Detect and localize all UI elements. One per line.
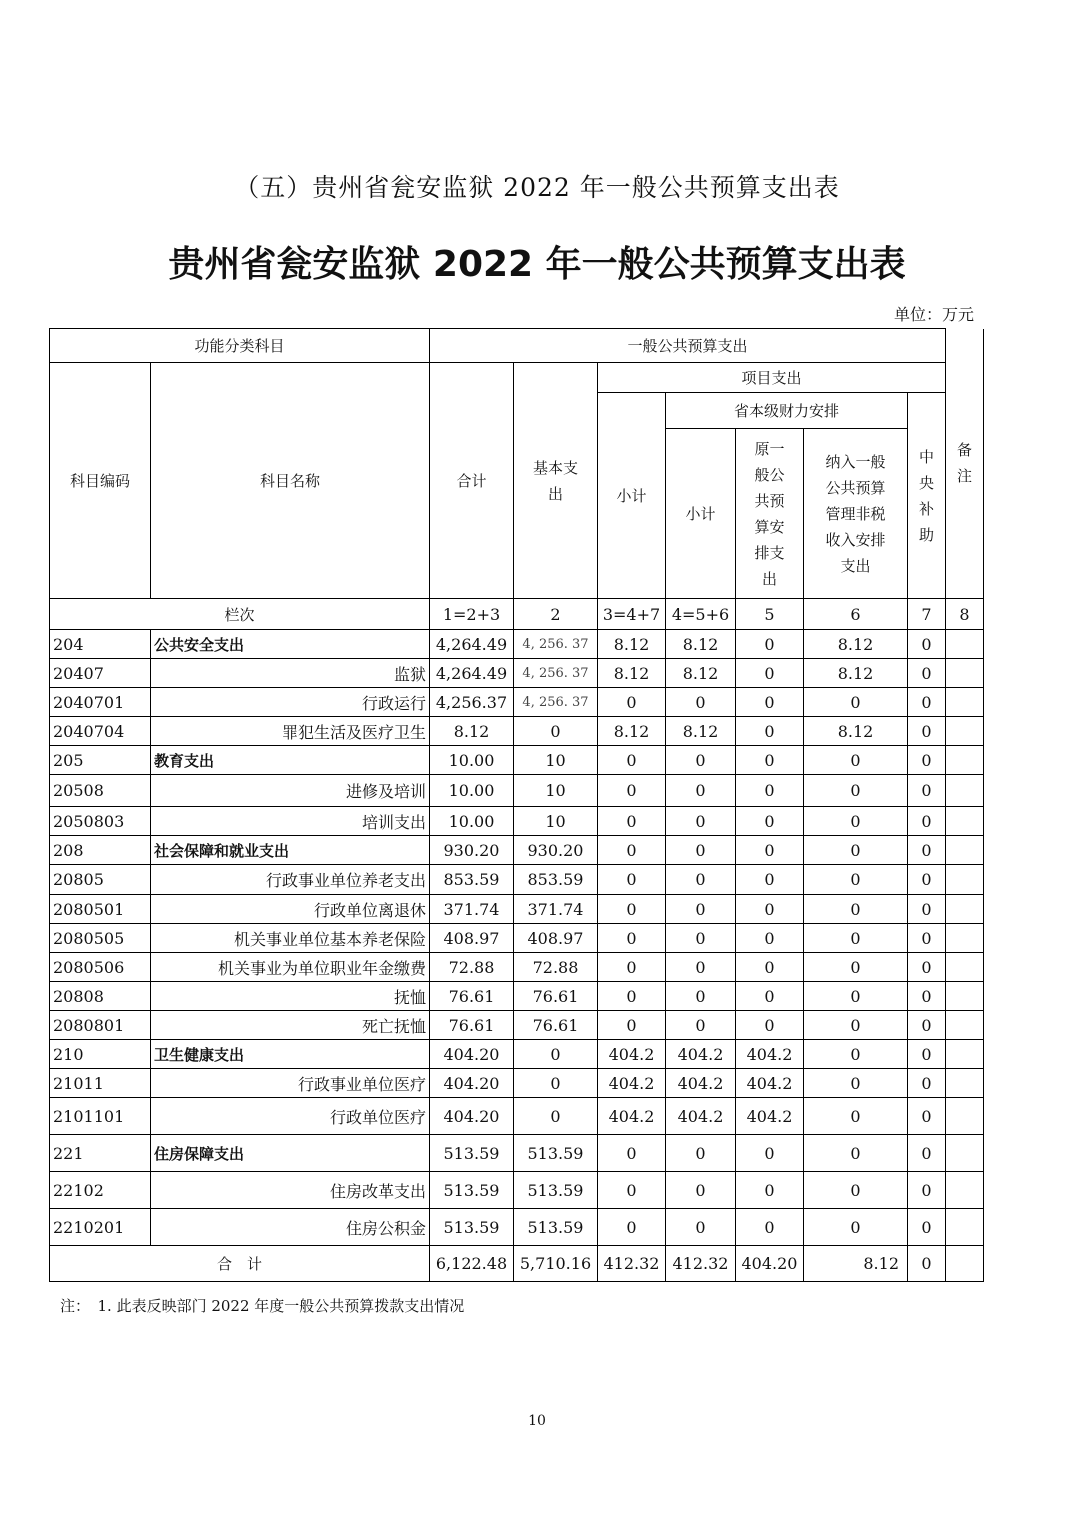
remarks-cell [946,982,984,1011]
nontax-cell: 0 [804,836,908,865]
nontax-cell: 0 [804,807,908,836]
orig-cell: 0 [736,659,804,688]
grand-total-label: 合 计 [50,1246,430,1282]
total-cell: 404.20 [430,1040,514,1069]
sub-cell: 0 [598,1011,666,1040]
central-cell: 0 [908,1135,946,1172]
subject-code-cell: 21011 [50,1069,151,1098]
basic-cell: 371.74 [514,895,598,924]
footnote: 注： 1. 此表反映部门 2022 年度一般公共预算拨款支出情况 [60,1297,465,1315]
nontax-cell: 0 [804,1040,908,1069]
orig-cell: 0 [736,895,804,924]
table-row [50,630,984,659]
remarks-cell [946,1011,984,1040]
sub2-cell: 0 [666,1135,736,1172]
header-subtotal-2: 小计 [666,429,736,599]
subject-name-cell: 行政运行 [151,688,430,717]
column-index: 3=4+7 [598,599,666,630]
remarks-cell [946,807,984,836]
remarks-cell [946,1098,984,1135]
column-index: 8 [946,599,984,630]
sub2-cell: 0 [666,688,736,717]
nontax-cell: 0 [804,953,908,982]
total-cell: 930.20 [430,836,514,865]
sub2-cell: 404.2 [666,1069,736,1098]
subject-name-cell: 住房保障支出 [151,1135,430,1172]
total-cell: 404.20 [430,1069,514,1098]
subject-name-cell: 行政单位医疗 [151,1098,430,1135]
total-cell: 4,264.49 [430,630,514,659]
table-row [50,807,984,836]
table-row [50,895,984,924]
remarks-cell [946,775,984,807]
basic-cell: 0 [514,717,598,746]
basic-cell: 930.20 [514,836,598,865]
total-cell: 404.20 [430,1098,514,1135]
column-index: 2 [514,599,598,630]
nontax-cell: 0 [804,865,908,895]
table-row [50,1209,984,1246]
nontax-cell: 8.12 [804,630,908,659]
orig-cell: 404.2 [736,1069,804,1098]
total-cell: 4,256.37 [430,688,514,717]
unit-label: 单位：万元 [893,305,974,324]
remarks-cell [946,1209,984,1246]
subject-code-cell: 221 [50,1135,151,1172]
subject-name-cell: 行政单位离退休 [151,895,430,924]
remarks-cell [946,746,984,775]
total-cell: 513.59 [430,1135,514,1172]
header-functional-category: 功能分类科目 [50,329,430,363]
basic-cell: 10 [514,746,598,775]
subject-code-cell: 2210201 [50,1209,151,1246]
central-cell: 0 [908,630,946,659]
remarks-cell [946,688,984,717]
orig-cell: 404.2 [736,1098,804,1135]
budget-table [49,328,984,1282]
basic-cell: 513.59 [514,1135,598,1172]
sub2-cell: 0 [666,775,736,807]
total-cell: 8.12 [430,717,514,746]
basic-cell: 408.97 [514,924,598,953]
remarks-cell [946,836,984,865]
sub2-cell: 0 [666,836,736,865]
sub2-cell: 0 [666,982,736,1011]
basic-cell: 513.59 [514,1172,598,1209]
sub-cell: 0 [598,688,666,717]
sub-cell: 0 [598,924,666,953]
basic-cell: 76.61 [514,1011,598,1040]
orig-cell: 0 [736,807,804,836]
remarks-cell [946,1040,984,1069]
central-cell: 0 [908,807,946,836]
column-index: 4=5+6 [666,599,736,630]
subject-code-cell: 2101101 [50,1098,151,1135]
central-cell: 0 [908,895,946,924]
sub2-cell: 0 [666,865,736,895]
table-row [50,836,984,865]
basic-cell: 10 [514,775,598,807]
header-subject-name: 科目名称 [151,363,430,599]
orig-cell: 0 [736,836,804,865]
subject-code-cell: 20407 [50,659,151,688]
nontax-cell: 8.12 [804,717,908,746]
central-cell: 0 [908,1040,946,1069]
page-number: 10 [528,1413,546,1429]
grand-total-non-tax: 8.12 [804,1246,908,1282]
total-cell: 513.59 [430,1209,514,1246]
total-cell: 10.00 [430,807,514,836]
central-cell: 0 [908,775,946,807]
sub2-cell: 0 [666,807,736,836]
basic-cell: 4, 256. 37 [514,659,598,688]
grand-total-basic: 5,710.16 [514,1246,598,1282]
central-cell: 0 [908,982,946,1011]
table-row [50,717,984,746]
table-row [50,1098,984,1135]
subject-code-cell: 20508 [50,775,151,807]
sub2-cell: 0 [666,953,736,982]
nontax-cell: 0 [804,1069,908,1098]
orig-cell: 0 [736,1209,804,1246]
remarks-cell [946,717,984,746]
central-cell: 0 [908,953,946,982]
subject-name-cell: 行政事业单位医疗 [151,1069,430,1098]
nontax-cell: 0 [804,895,908,924]
central-cell: 0 [908,1172,946,1209]
sub-cell: 0 [598,953,666,982]
nontax-cell: 0 [804,982,908,1011]
sub-cell: 0 [598,1209,666,1246]
subject-name-cell: 住房公积金 [151,1209,430,1246]
total-cell: 10.00 [430,746,514,775]
subject-name-cell: 行政事业单位养老支出 [151,865,430,895]
subject-name-cell: 机关事业为单位职业年金缴费 [151,953,430,982]
subject-name-cell: 培训支出 [151,807,430,836]
header-total: 合计 [430,363,514,599]
table-row [50,775,984,807]
total-cell: 72.88 [430,953,514,982]
central-cell: 0 [908,865,946,895]
orig-cell: 0 [736,1011,804,1040]
subject-code-cell: 20805 [50,865,151,895]
subject-name-cell: 教育支出 [151,746,430,775]
sub-cell: 8.12 [598,630,666,659]
orig-cell: 0 [736,717,804,746]
subject-code-cell: 20808 [50,982,151,1011]
subject-name-cell: 死亡抚恤 [151,1011,430,1040]
central-cell: 0 [908,836,946,865]
header-general-budget-expenditure: 一般公共预算支出 [430,329,946,363]
basic-cell: 0 [514,1040,598,1069]
remarks-cell [946,659,984,688]
header-central-subsidy: 中 央 补 助 [908,393,946,599]
subject-name-cell: 进修及培训 [151,775,430,807]
total-cell: 408.97 [430,924,514,953]
grand-total-subtotal-2: 412.32 [666,1246,736,1282]
orig-cell: 404.2 [736,1040,804,1069]
nontax-cell: 0 [804,688,908,717]
table-row [50,1135,984,1172]
basic-cell: 76.61 [514,982,598,1011]
header-subtotal: 小计 [598,393,666,599]
nontax-cell: 0 [804,1011,908,1040]
sub2-cell: 0 [666,924,736,953]
nontax-cell: 8.12 [804,659,908,688]
header-provincial-arrangement: 省本级财力安排 [666,393,908,429]
basic-cell: 10 [514,807,598,836]
subject-code-cell: 22102 [50,1172,151,1209]
central-cell: 0 [908,1098,946,1135]
remarks-cell [946,1172,984,1209]
column-index: 7 [908,599,946,630]
nontax-cell: 0 [804,1209,908,1246]
basic-cell: 72.88 [514,953,598,982]
sub2-cell: 404.2 [666,1040,736,1069]
sub2-cell: 0 [666,1209,736,1246]
grand-total-subtotal: 412.32 [598,1246,666,1282]
nontax-cell: 0 [804,1098,908,1135]
section-title: （五）贵州省瓮安监狱 2022 年一般公共预算支出表 [234,173,840,202]
sub2-cell: 0 [666,1172,736,1209]
header-subject-code: 科目编码 [50,363,151,599]
remarks-cell [946,924,984,953]
column-index: 1=2+3 [430,599,514,630]
subject-name-cell: 机关事业单位基本养老保险 [151,924,430,953]
remarks-cell [946,895,984,924]
total-cell: 513.59 [430,1172,514,1209]
sub-cell: 0 [598,1135,666,1172]
table-row [50,1172,984,1209]
sub2-cell: 8.12 [666,659,736,688]
orig-cell: 0 [736,924,804,953]
table-row [50,865,984,895]
sub-cell: 0 [598,982,666,1011]
table-row [50,1011,984,1040]
orig-cell: 0 [736,1135,804,1172]
sub-cell: 0 [598,775,666,807]
subject-code-cell: 205 [50,746,151,775]
table-row [50,659,984,688]
sub-cell: 8.12 [598,717,666,746]
table-row [50,1069,984,1098]
subject-name-cell: 监狱 [151,659,430,688]
subject-code-cell: 2080801 [50,1011,151,1040]
sub-cell: 0 [598,865,666,895]
sub2-cell: 8.12 [666,717,736,746]
grand-total-remarks [946,1246,984,1282]
sub-cell: 404.2 [598,1040,666,1069]
central-cell: 0 [908,659,946,688]
subject-name-cell: 住房改革支出 [151,1172,430,1209]
grand-total-original: 404.20 [736,1246,804,1282]
orig-cell: 0 [736,1172,804,1209]
sub-cell: 0 [598,746,666,775]
table-row [50,982,984,1011]
remarks-cell [946,953,984,982]
page-title: 贵州省瓮安监狱 2022 年一般公共预算支出表 [168,244,906,285]
orig-cell: 0 [736,982,804,1011]
subject-name-cell: 罪犯生活及医疗卫生 [151,717,430,746]
sub-cell: 8.12 [598,659,666,688]
remarks-cell [946,1135,984,1172]
nontax-cell: 0 [804,746,908,775]
column-index: 5 [736,599,804,630]
table-row [50,688,984,717]
grand-total-row [50,1246,984,1282]
nontax-cell: 0 [804,1172,908,1209]
central-cell: 0 [908,717,946,746]
basic-cell: 4, 256. 37 [514,630,598,659]
nontax-cell: 0 [804,924,908,953]
sub2-cell: 0 [666,746,736,775]
central-cell: 0 [908,746,946,775]
sub2-cell: 404.2 [666,1098,736,1135]
orig-cell: 0 [736,746,804,775]
basic-cell: 0 [514,1098,598,1135]
subject-code-cell: 2040704 [50,717,151,746]
remarks-cell [946,865,984,895]
total-cell: 4,264.49 [430,659,514,688]
subject-code-cell: 2080506 [50,953,151,982]
subject-name-cell: 卫生健康支出 [151,1040,430,1069]
remarks-cell [946,1069,984,1098]
subject-code-cell: 208 [50,836,151,865]
table-row [50,1040,984,1069]
table-row [50,953,984,982]
basic-cell: 0 [514,1069,598,1098]
basic-cell: 4, 256. 37 [514,688,598,717]
basic-cell: 513.59 [514,1209,598,1246]
total-cell: 853.59 [430,865,514,895]
subject-code-cell: 2050803 [50,807,151,836]
sub-cell: 404.2 [598,1069,666,1098]
central-cell: 0 [908,1011,946,1040]
sub2-cell: 8.12 [666,630,736,659]
sub2-cell: 0 [666,1011,736,1040]
header-non-tax: 纳入一般 公共预算 管理非税 收入安排 支出 [804,429,908,599]
column-index-label: 栏次 [50,599,430,630]
sub-cell: 404.2 [598,1098,666,1135]
header-remarks: 备 注 [946,329,984,599]
header-project-expenditure: 项目支出 [598,363,946,393]
remarks-cell [946,630,984,659]
subject-name-cell: 抚恤 [151,982,430,1011]
table-row [50,746,984,775]
orig-cell: 0 [736,953,804,982]
orig-cell: 0 [736,630,804,659]
subject-code-cell: 210 [50,1040,151,1069]
nontax-cell: 0 [804,775,908,807]
subject-name-cell: 社会保障和就业支出 [151,836,430,865]
sub-cell: 0 [598,836,666,865]
orig-cell: 0 [736,775,804,807]
total-cell: 371.74 [430,895,514,924]
central-cell: 0 [908,1209,946,1246]
subject-code-cell: 2080501 [50,895,151,924]
nontax-cell: 0 [804,1135,908,1172]
header-basic-expenditure: 基本支 出 [514,363,598,599]
orig-cell: 0 [736,688,804,717]
grand-total-total: 6,122.48 [430,1246,514,1282]
subject-code-cell: 2040701 [50,688,151,717]
total-cell: 76.61 [430,982,514,1011]
orig-cell: 0 [736,865,804,895]
total-cell: 10.00 [430,775,514,807]
grand-total-central: 0 [908,1246,946,1282]
central-cell: 0 [908,688,946,717]
header-original-general: 原一 般公 共预 算安 排支 出 [736,429,804,599]
basic-cell: 853.59 [514,865,598,895]
sub-cell: 0 [598,807,666,836]
subject-code-cell: 204 [50,630,151,659]
total-cell: 76.61 [430,1011,514,1040]
subject-name-cell: 公共安全支出 [151,630,430,659]
sub-cell: 0 [598,1172,666,1209]
central-cell: 0 [908,924,946,953]
subject-code-cell: 2080505 [50,924,151,953]
central-cell: 0 [908,1069,946,1098]
table-row [50,924,984,953]
column-index: 6 [804,599,908,630]
sub-cell: 0 [598,895,666,924]
sub2-cell: 0 [666,895,736,924]
